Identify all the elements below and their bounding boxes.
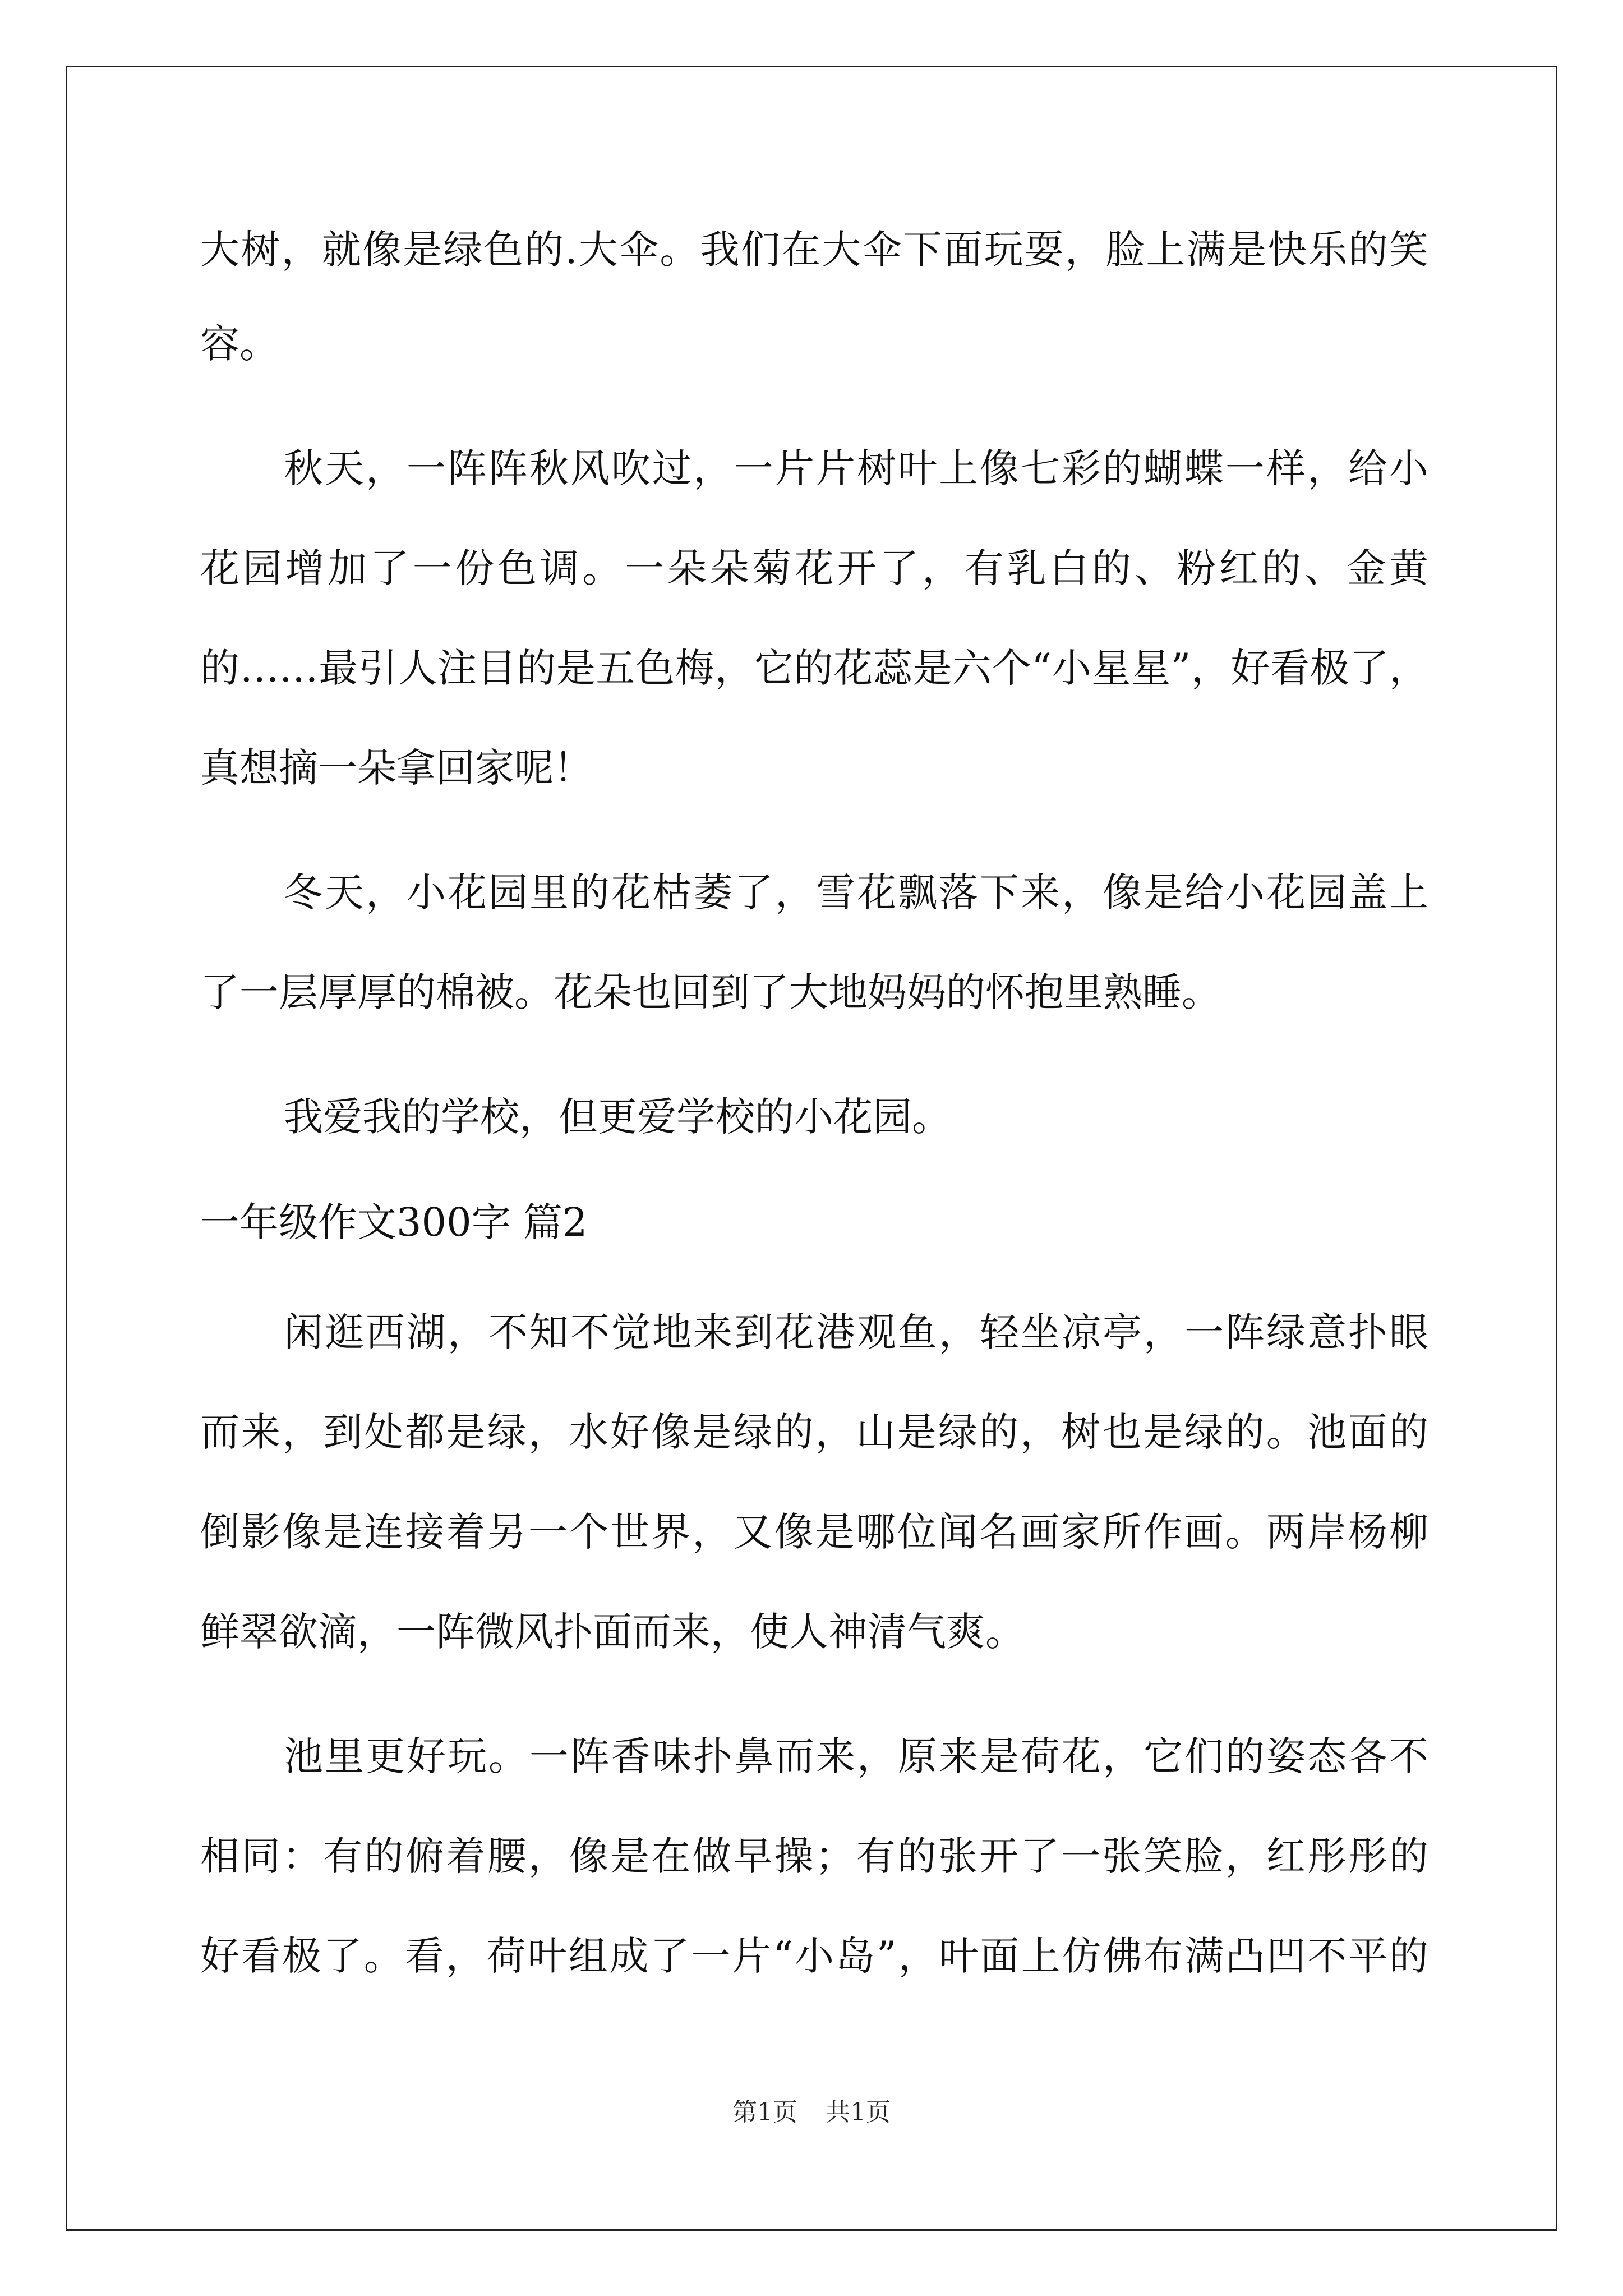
page-total: 共1页 — [826, 2098, 891, 2127]
body-line: 冬天，小花园里的花枯萎了，雪花飘落下来，像是给小花园盖上 — [284, 869, 1428, 915]
body-line: 真想摘一朵拿回家呢！ — [200, 745, 593, 791]
body-line: 好看极了。看，荷叶组成了一片“小岛”，叶面上仿佛布满凸凹不平的 — [200, 1933, 1428, 1979]
body-line: 鲜翠欲滴，一阵微风扑面而来，使人神清气爽。 — [200, 1609, 1025, 1655]
page-number: 第1页 — [732, 2098, 797, 2127]
page-footer — [0, 2096, 1623, 2129]
body-line: 秋天，一阵阵秋风吹过，一片片树叶上像七彩的蝴蝶一样，给小 — [284, 445, 1428, 491]
body-line: 我爱我的学校，但更爱学校的小花园。 — [284, 1094, 951, 1140]
body-line: 闲逛西湖，不知不觉地来到花港观鱼，轻坐凉亭，一阵绿意扑眼 — [284, 1309, 1428, 1355]
body-line: 池里更好玩。一阵香味扑鼻而来，原来是荷花，它们的姿态各不 — [284, 1733, 1428, 1779]
body-line: 相同：有的俯着腰，像是在做早操；有的张开了一张笑脸，红彤彤的 — [200, 1833, 1428, 1879]
body-line: 的……最引人注目的是五色梅，它的花蕊是六个“小星星”，好看极了， — [200, 645, 1428, 691]
body-line: 花园增加了一份色调。一朵朵菊花开了，有乳白的、粉红的、金黄 — [200, 545, 1428, 591]
page-border — [66, 66, 1557, 2231]
body-line: 倒影像是连接着另一个世界，又像是哪位闻名画家所作画。两岸杨柳 — [200, 1509, 1428, 1555]
body-line: 而来，到处都是绿，水好像是绿的，山是绿的，树也是绿的。池面的 — [200, 1409, 1428, 1455]
body-line: 了一层厚厚的棉被。花朵也回到了大地妈妈的怀抱里熟睡。 — [200, 969, 1221, 1015]
body-line: 大树，就像是绿色的.大伞。我们在大伞下面玩耍，脸上满是快乐的笑 — [200, 227, 1428, 273]
section-heading: 一年级作文300字 篇2 — [200, 1199, 588, 1245]
body-line: 容。 — [200, 321, 279, 367]
